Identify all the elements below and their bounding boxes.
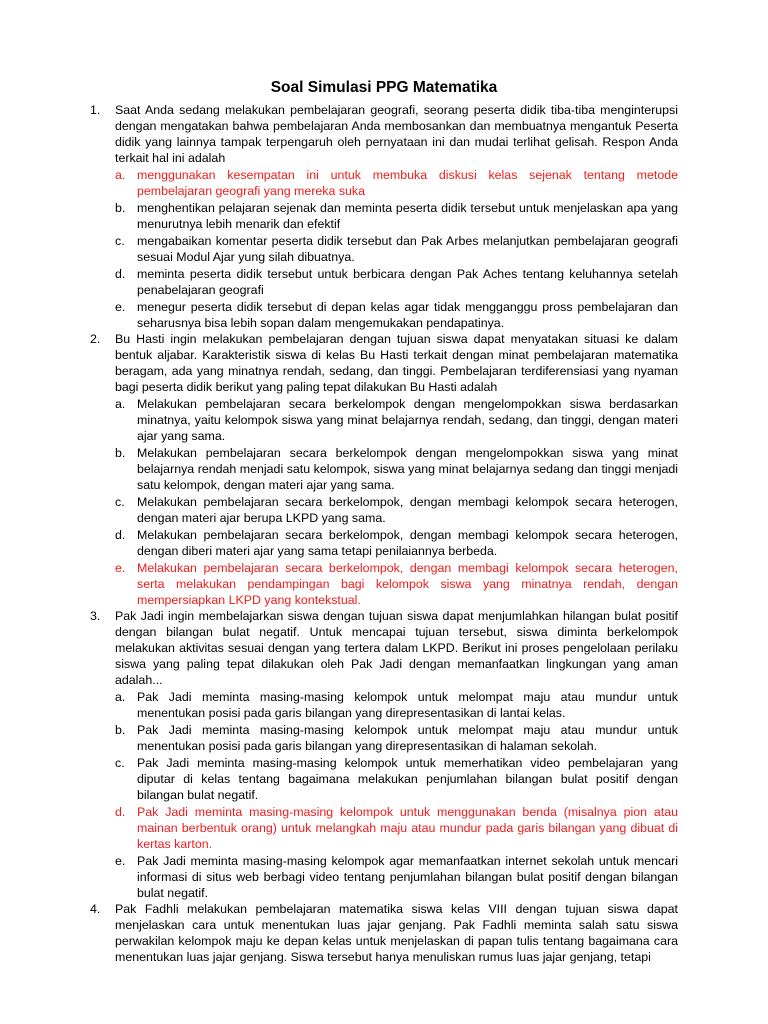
answer-option — [115, 396, 678, 444]
question-item — [90, 901, 678, 965]
question-text: Pak Fadhli melakukan pembelajaran matematika siswa kelas VIII dengan tujuan siswa dapat menjelaskan cara untuk menentukan luas jajar genjang. Pak Fadhli meminta salah satu siswa perwakilan kelompok maju ke depan kelas untuk menjelaskan di papan tulis tentang bagaimana cara menentukan luas jajar genjang. Siswa tersebut hanya menuliskan rumus luas jajar genjang, tetapi — [115, 902, 678, 964]
question-list — [90, 102, 678, 965]
option-letter: d. — [115, 267, 126, 281]
option-text: meminta peserta didik tersebut untuk berbicara dengan Pak Aches tentang keluhannya setelah penabelajaran geografi — [137, 267, 678, 297]
option-text: menghentikan pelajaran sejenak dan meminta peserta didik tersebut untuk menjelaskan apa yang menurutnya lebih menarik dan efektif — [137, 201, 678, 231]
option-letter: c. — [115, 234, 125, 248]
answer-option — [115, 755, 678, 803]
page-title: Soal Simulasi PPG Matematika — [270, 79, 498, 96]
option-text: Melakukan pembelajaran secara berkelompok, dengan membagi kelompok secara heterogen, dengan materi ajar berupa LKPD yang sama. — [137, 495, 678, 525]
answer-option — [115, 853, 678, 901]
question-text: Pak Jadi ingin membelajarkan siswa dengan tujuan siswa dapat menjumlahkan hilangan bulat positif dengan bilangan bulat negatif. Untuk mencapai tujuan tersebut, siswa diminta berkelompok melakukan aktivitas sesuai dengan yang tertera dalam LKPD. Berikut ini proses pengelolaan perilaku siswa yang paling tepat dilakukan oleh Pak Jadi dengan memanfaatkan lingkungan yang aman adalah... — [115, 609, 678, 687]
option-letter: e. — [115, 300, 126, 314]
answer-option — [115, 266, 678, 298]
question-item — [90, 331, 678, 608]
question-number: 1. — [90, 103, 101, 117]
option-text: Pak Jadi meminta masing-masing kelompok agar memanfaatkan internet sekolah untuk mencari informasi di situs web berbagi video tentang penjumlahan bilangan bulat positif dengan bilangan bulat negatif. — [137, 854, 678, 900]
option-text: Pak Jadi meminta masing-masing kelompok untuk melompat maju atau mundur untuk menentukan posisi pada garis bilangan yang direpresentasikan di lantai kelas. — [137, 690, 678, 720]
option-letter: d. — [115, 805, 126, 819]
option-letter: d. — [115, 528, 126, 542]
answer-option — [115, 299, 678, 331]
option-text: Pak Jadi meminta masing-masing kelompok untuk menggunakan benda (misalnya pion atau mainan berbentuk orang) untuk melangkah maju atau mundur pada garis bilangan yang dibuat di kertas karton. — [137, 805, 678, 851]
question-number: 3. — [90, 609, 101, 623]
question-body — [115, 331, 678, 608]
question-item — [90, 608, 678, 901]
answer-option-correct — [115, 560, 678, 608]
answer-option — [115, 200, 678, 232]
question-number: 4. — [90, 902, 101, 916]
question-body — [115, 102, 678, 331]
option-letter: b. — [115, 201, 126, 215]
answer-option-correct — [115, 167, 678, 199]
option-text: mengabaikan komentar peserta didik tersebut dan Pak Arbes melanjutkan pembelajaran geografi sesuai Modul Ajar yung silah dibuatnya. — [137, 234, 678, 264]
option-letter: b. — [115, 723, 126, 737]
question-text: Saat Anda sedang melakukan pembelajaran geografi, seorang peserta didik tiba-tiba menginterupsi dengan mengatakan bahwa pembelajaran Anda membosankan dan membuatnya mengantuk Peserta didik yang lainnya tampak terpengaruh oleh pernyataan ini dan mudai terlihat gelisah. Respon Anda terkait hal ini adalah — [115, 103, 678, 165]
option-letter: b. — [115, 446, 126, 460]
answer-option-correct — [115, 804, 678, 852]
option-text: Melakukan pembelajaran secara berkelompok dengan mengelompokkan siswa yang minat belajarnya rendah menjadi satu kelompok, siswa yang minat belajarnya sedang dan tinggi menjadi satu kelompok, dengan materi ajar yang sama. — [137, 446, 678, 492]
option-text: Melakukan pembelajaran secara berkelompok, dengan membagi kelompok secara heterogen, dengan diberi materi ajar yang sama tetapi penilaiannya berbeda. — [137, 528, 678, 558]
question-text: Bu Hasti ingin melakukan pembelajaran dengan tujuan siswa dapat menyatakan situasi ke dalam bentuk aljabar. Karakteristik siswa di kelas Bu Hasti terkait dengan minat pembelajaran matematika beragam, ada yang minatnya rendah, sedang, dan tinggi. Pembelajaran terdiferensiasi yang nyaman bagi peserta didik berikut yang paling tepat dilakukan Bu Hasti adalah — [115, 332, 678, 394]
option-text: Pak Jadi meminta masing-masing kelompok untuk melompat maju atau mundur untuk menentukan posisi pada garis bilangan yang direpresentasikan di halaman sekolah. — [137, 723, 678, 753]
option-text: Melakukan pembelajaran secara berkelompok dengan mengelompokkan siswa berdasarkan minatnya, yaitu kelompok siswa yang minat belajarnya rendah, sedang, dan tinggi, dengan materi ajar yang sama. — [137, 397, 678, 443]
answer-option — [115, 494, 678, 526]
answer-option — [115, 233, 678, 265]
option-letter: e. — [115, 854, 126, 868]
option-text: menegur peserta didik tersebut di depan kelas agar tidak mengganggu pross pembelajaran dan seharusnya bisa lebih sopan dalam mengemukakan pendapatinya. — [137, 300, 678, 330]
question-body — [115, 608, 678, 901]
answer-option — [115, 722, 678, 754]
answer-option — [115, 527, 678, 559]
answer-option — [115, 445, 678, 493]
option-letter: c. — [115, 495, 125, 509]
option-letter: a. — [115, 168, 126, 182]
option-text: Melakukan pembelajaran secara berkelompok, dengan membagi kelompok secara heterogen, serta melakukan pendampingan bagi kelompok siswa yang minatnya rendah, dengan mempersiapkan LKPD yang kontekstual. — [137, 561, 678, 607]
question-body — [115, 901, 678, 965]
option-text: menggunakan kesempatan ini untuk membuka diskusi kelas sejenak tentang metode pembelajaran geografi yang mereka suka — [137, 168, 678, 198]
option-letter: a. — [115, 397, 126, 411]
question-item — [90, 102, 678, 331]
question-number: 2. — [90, 332, 101, 346]
option-letter: a. — [115, 690, 126, 704]
answer-option — [115, 689, 678, 721]
option-letter: c. — [115, 756, 125, 770]
option-text: Pak Jadi meminta masing-masing kelompok untuk memerhatikan video pembelajaran yang diputar di kelas tentang bagaimana melakukan penjumlahan bilangan bulat positif dengan bilangan bulat negatif. — [137, 756, 678, 802]
option-letter: e. — [115, 561, 126, 575]
